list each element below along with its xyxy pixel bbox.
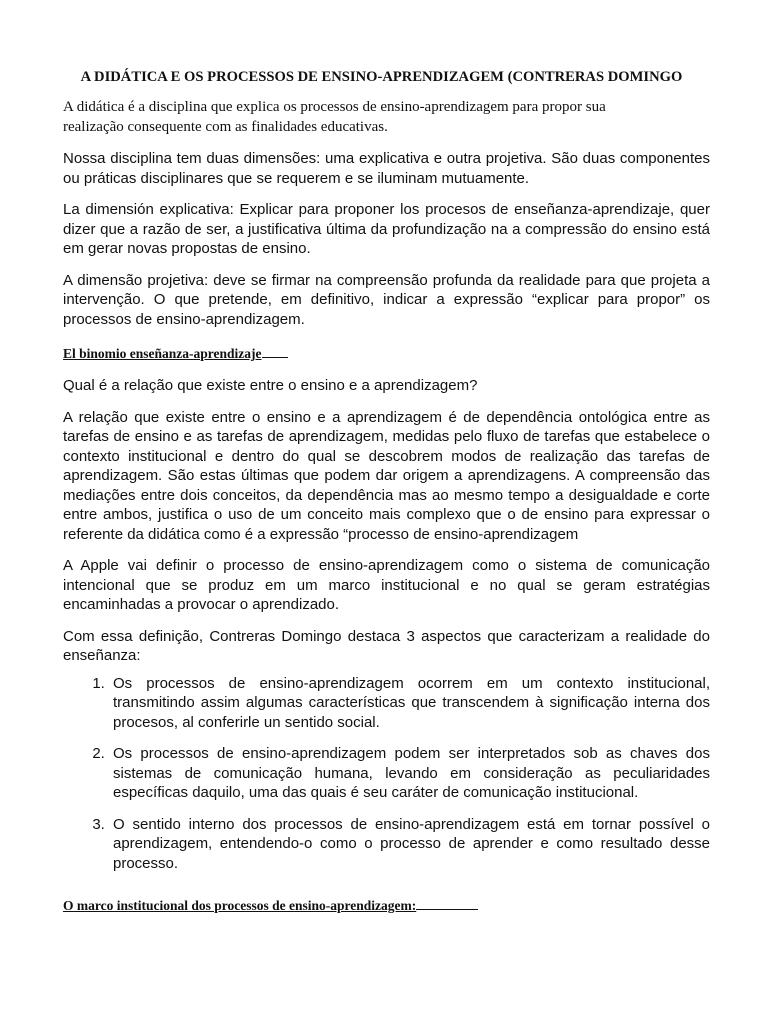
- paragraph-definition: A Apple vai definir o processo de ensino-aprendizagem como o sistema de comunicação intencional que se produz em um marco institucional e no qual se geram estratégias encaminhadas a provocar o aprendizado.: [63, 557, 710, 613]
- heading-underline-tail: [416, 895, 478, 910]
- paragraph-explicativa: La dimensión explicativa: Explicar para proponer los procesos de enseñanza-aprendizaje, quer dizer que a razão de ser, a justificativa última da profundização na a compressão do ensino está em gerar novas propostas de ensino.: [63, 201, 710, 257]
- section-heading-binomio-text: El binomio enseñanza-aprendizaje: [63, 346, 262, 361]
- paragraph-relation: A relação que existe entre o ensino e a aprendizagem é de dependência ontológica entre as tarefas de ensino e as tarefas de aprendizagem, medidas pelo fluxo de tarefas que estabelece o contexto institucional e dentro do qual se descobrem modos de realização das tarefas de aprendizagem. São estas últimas que podem dar origem a aprendizagens. A compreensão das mediações entre dois conceitos, da dependência mas ao mesmo tempo a desigualdade e corte entre ambos, justifica o uso de um conceito mais complexo que o de ensino para expressar o referente da didática como é a expressão “processo de ensino-aprendizagem: [63, 408, 710, 543]
- list-item: 2. Os processos de ensino-aprendizagem podem ser interpretados sob as chaves dos sistemas de comunicação humana, levando em consideração as peculiaridades específicas daquilo, uma das quais é seu caráter de comunicação institucional.: [109, 744, 710, 803]
- paragraph-aspects-intro: Com essa definição, Contreras Domingo destaca 3 aspectos que caracterizam a realidade do enseñanza:: [63, 627, 710, 664]
- paragraph-projetiva: A dimensão projetiva: deve se firmar na compreensão profunda da realidade para que projeta a intervenção. O que pretende, em definitivo, indicar a expressão “explicar para propor” os processos de ensino-aprendizagem.: [63, 271, 710, 328]
- document-title: A DIDÁTICA E OS PROCESSOS DE ENSINO-APRENDIZAGEM (CONTRERAS DOMINGO: [80, 69, 683, 85]
- section-heading-binomio: [63, 343, 710, 364]
- aspects-list: [63, 674, 710, 874]
- list-item: 3. O sentido interno dos processos de ensino-aprendizagem está em tornar possível o aprendizagem, entendendo-o como o processo de aprender e como resultado desse processo.: [109, 815, 710, 874]
- list-item: 1. Os processos de ensino-aprendizagem ocorrem em um contexto institucional, transmitindo assim algumas características que transcendem à significação interna dos procesos, al conferirle un sentido social.: [109, 674, 710, 733]
- intro-paragraph: A didática é a disciplina que explica os processos de ensino-aprendizagem para propor sua realização consequente com as finalidades educativas.: [63, 99, 606, 135]
- paragraph-question: Qual é a relação que existe entre o ensino e a aprendizagem?: [63, 377, 478, 394]
- heading-underline-tail: [262, 343, 288, 358]
- section-heading-marco-text: O marco institucional dos processos de ensino-aprendizagem:: [63, 898, 417, 913]
- section-heading-marco: [63, 895, 710, 916]
- paragraph-dimensions: Nossa disciplina tem duas dimensões: uma explicativa e outra projetiva. São duas componentes ou práticas disciplinares que se requerem e se iluminam mutuamente.: [63, 150, 710, 187]
